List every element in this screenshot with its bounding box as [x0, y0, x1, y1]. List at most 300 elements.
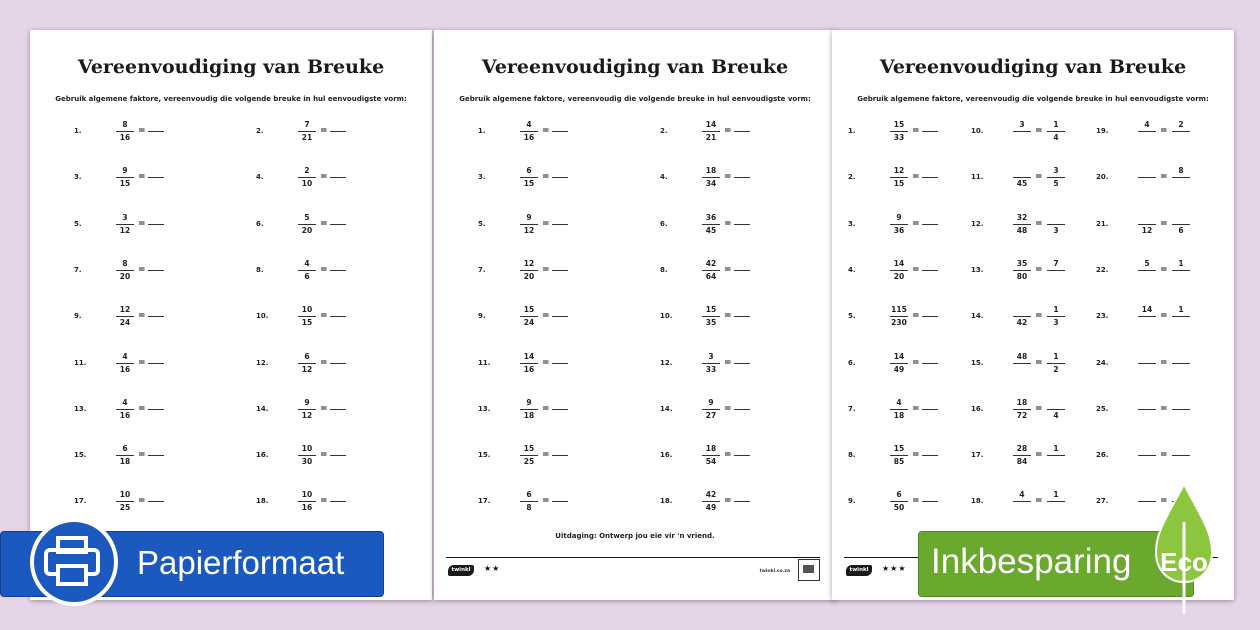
fraction-bar — [1013, 409, 1031, 410]
answer-line[interactable] — [330, 270, 346, 271]
answer-line[interactable] — [148, 131, 164, 132]
numerator: 14 — [1141, 305, 1153, 315]
fraction — [1009, 398, 1035, 421]
denominator — [1168, 365, 1194, 375]
answer-line[interactable] — [734, 270, 750, 271]
answer-line[interactable] — [922, 363, 938, 364]
fraction-bar — [298, 409, 316, 410]
denominator — [1009, 503, 1035, 513]
problem-number: 25. — [1096, 404, 1109, 413]
problem-number: 18. — [971, 497, 984, 506]
denominator — [1168, 272, 1194, 282]
denominator: 54 — [705, 457, 717, 467]
problem-number: 4. — [256, 173, 264, 182]
answer-line[interactable] — [552, 316, 568, 317]
answer-line[interactable] — [148, 270, 164, 271]
equals-sign: = — [1035, 264, 1043, 275]
worksheet-title: Vereenvoudiging van Breuke — [77, 56, 385, 78]
fraction-bar — [1172, 455, 1190, 456]
numerator: 4 — [122, 397, 128, 407]
answer-line[interactable] — [734, 363, 750, 364]
fraction — [1043, 490, 1069, 513]
problem-number: 10. — [660, 312, 673, 321]
fraction-bar — [1047, 501, 1065, 502]
equals-sign: = — [138, 126, 146, 136]
denominator: 18 — [893, 410, 905, 420]
equals-sign: = — [1035, 496, 1043, 507]
numerator: 14 — [893, 258, 905, 268]
denominator — [1168, 179, 1194, 189]
answer-line[interactable] — [148, 409, 164, 410]
fraction-bar — [520, 270, 538, 271]
answer-line[interactable] — [330, 455, 346, 456]
numerator: 8 — [122, 258, 128, 268]
problem-number: 5. — [848, 312, 856, 321]
fraction — [698, 120, 724, 143]
numerator: 12 — [893, 166, 905, 176]
equals-sign: = — [1035, 403, 1043, 414]
denominator: 21 — [705, 133, 717, 142]
denominator: 8 — [526, 503, 532, 513]
equals-sign: = — [912, 357, 920, 368]
paper-size-label: Papierformaat — [137, 544, 345, 581]
problem-number: 21. — [1096, 219, 1109, 228]
fraction — [1134, 213, 1160, 236]
fraction-bar — [298, 224, 316, 225]
fraction-bar — [1013, 501, 1031, 502]
fraction — [1134, 166, 1160, 189]
twinkl-logo: twinkl — [846, 565, 872, 576]
fraction — [294, 444, 320, 467]
equals-sign: = — [1160, 450, 1168, 461]
fraction — [886, 120, 912, 143]
answer-line[interactable] — [922, 224, 938, 225]
answer-line[interactable] — [148, 224, 164, 225]
answer-line[interactable] — [922, 455, 938, 456]
problem-number: 11. — [971, 173, 984, 182]
denominator: 49 — [705, 503, 717, 513]
problem-number: 4. — [660, 173, 668, 182]
equals-sign: = — [1035, 450, 1043, 461]
fraction-bar — [520, 316, 538, 317]
answer-line[interactable] — [922, 177, 938, 178]
fraction-bar — [1013, 270, 1031, 271]
denominator: 20 — [893, 271, 905, 281]
problem-number: 7. — [74, 265, 82, 274]
fraction-bar — [298, 363, 316, 364]
problem-number: 6. — [848, 358, 856, 367]
answer-line[interactable] — [734, 316, 750, 317]
fraction — [1043, 444, 1069, 467]
numerator: 14 — [705, 120, 717, 129]
fraction — [1009, 120, 1035, 143]
answer-line[interactable] — [922, 409, 938, 410]
answer-line[interactable] — [552, 224, 568, 225]
numerator: 4 — [896, 397, 902, 407]
fraction-bar — [1172, 177, 1190, 178]
worksheet-instruction: Gebruik algemene faktore, vereenvoudig die volgende breuke in hul eenvoudigste vorm: — [55, 95, 407, 103]
equals-sign: = — [1160, 496, 1168, 507]
denominator: 42 — [1016, 318, 1028, 328]
fraction — [294, 398, 320, 421]
equals-sign: = — [542, 357, 550, 368]
fraction — [886, 352, 912, 375]
answer-line[interactable] — [148, 177, 164, 178]
equals-sign: = — [724, 126, 732, 136]
numerator: 42 — [705, 258, 717, 268]
fraction-bar — [1047, 455, 1065, 456]
numerator: 7 — [1053, 258, 1059, 268]
problem-number: 16. — [971, 404, 984, 413]
fraction-bar — [890, 501, 908, 502]
fraction — [294, 166, 320, 189]
denominator: 12 — [1141, 225, 1153, 235]
denominator — [1043, 272, 1069, 282]
fraction-bar — [116, 501, 134, 502]
denominator: 15 — [301, 318, 313, 328]
fraction — [1168, 166, 1194, 189]
fraction-bar — [298, 270, 316, 271]
fraction-bar — [1013, 455, 1031, 456]
denominator: 15 — [893, 179, 905, 189]
fraction — [698, 398, 724, 421]
numerator: 18 — [705, 166, 717, 176]
equals-sign: = — [724, 357, 732, 368]
fraction — [112, 352, 138, 375]
denominator: 24 — [523, 318, 535, 328]
fraction-bar — [520, 363, 538, 364]
denominator — [1134, 365, 1160, 375]
fraction — [886, 444, 912, 467]
denominator — [1134, 179, 1160, 189]
equals-sign: = — [542, 496, 550, 507]
answer-line[interactable] — [330, 177, 346, 178]
problem-number: 18. — [660, 497, 673, 506]
fraction — [294, 213, 320, 236]
numerator: 12 — [119, 305, 131, 315]
denominator — [1009, 365, 1035, 375]
fraction — [1009, 259, 1035, 282]
problem-number: 12. — [971, 219, 984, 228]
numerator: 115 — [891, 305, 907, 315]
fraction-bar — [116, 177, 134, 178]
equals-sign: = — [320, 450, 328, 461]
answer-line[interactable] — [148, 501, 164, 502]
fraction-bar — [116, 131, 134, 132]
answer-line[interactable] — [922, 501, 938, 502]
numerator: 4 — [1144, 120, 1150, 129]
fraction-bar — [702, 316, 720, 317]
fraction-bar — [1047, 316, 1065, 317]
equals-sign: = — [724, 403, 732, 414]
fraction — [886, 259, 912, 282]
problem-number: 12. — [256, 358, 269, 367]
fraction — [1168, 120, 1194, 143]
equals-sign: = — [138, 496, 146, 507]
equals-sign: = — [1160, 403, 1168, 414]
equals-sign: = — [1035, 357, 1043, 368]
challenge-text: Uitdaging: Ontwerp jou eie vir 'n vriend. — [555, 532, 715, 540]
fraction — [1134, 120, 1160, 143]
numerator: 7 — [304, 120, 310, 129]
denominator: 6 — [304, 271, 310, 281]
fraction — [1043, 213, 1069, 236]
fraction — [698, 166, 724, 189]
denominator: 4 — [1053, 410, 1059, 420]
fraction-bar — [116, 316, 134, 317]
fraction-bar — [702, 270, 720, 271]
numerator — [1168, 352, 1194, 362]
equals-sign: = — [912, 311, 920, 322]
answer-line[interactable] — [330, 224, 346, 225]
fraction — [1043, 166, 1069, 189]
numerator: 15 — [705, 305, 717, 315]
numerator: 1 — [1178, 258, 1184, 268]
denominator: 10 — [301, 179, 313, 189]
denominator: 16 — [523, 133, 535, 142]
fraction — [1134, 352, 1160, 375]
denominator — [1168, 133, 1194, 143]
fraction-bar — [298, 177, 316, 178]
answer-line[interactable] — [330, 409, 346, 410]
denominator: 49 — [893, 364, 905, 374]
problem-number: 13. — [971, 265, 984, 274]
fraction-bar — [702, 363, 720, 364]
problem-number: 6. — [660, 219, 668, 228]
numerator: 6 — [526, 490, 532, 500]
numerator: 9 — [896, 212, 902, 222]
fraction — [1043, 398, 1069, 421]
equals-sign: = — [138, 403, 146, 414]
equals-sign: = — [1160, 311, 1168, 322]
numerator: 3 — [708, 351, 714, 361]
fraction — [294, 352, 320, 375]
fraction-bar — [890, 316, 908, 317]
fraction-bar — [1047, 409, 1065, 410]
denominator: 33 — [893, 133, 905, 142]
equals-sign: = — [542, 403, 550, 414]
equals-sign: = — [542, 264, 550, 275]
equals-sign: = — [1160, 264, 1168, 275]
denominator: 20 — [119, 271, 131, 281]
fraction — [886, 305, 912, 328]
fraction-bar — [116, 270, 134, 271]
fraction-bar — [298, 455, 316, 456]
answer-line[interactable] — [552, 455, 568, 456]
numerator: 4 — [122, 351, 128, 361]
equals-sign: = — [724, 264, 732, 275]
denominator: 25 — [523, 457, 535, 467]
denominator: 20 — [301, 225, 313, 235]
numerator: 15 — [893, 120, 905, 129]
fraction-bar — [1138, 270, 1156, 271]
denominator: 16 — [119, 364, 131, 374]
numerator — [1043, 213, 1069, 223]
numerator: 2 — [1178, 120, 1184, 129]
numerator: 1 — [1053, 490, 1059, 500]
worksheet-instruction: Gebruik algemene faktore, vereenvoudig die volgende breuke in hul eenvoudigste vorm: — [459, 95, 811, 103]
equals-sign: = — [320, 126, 328, 136]
fraction-bar — [1138, 131, 1156, 132]
problem-number: 19. — [1096, 127, 1109, 135]
fraction — [1134, 259, 1160, 282]
fraction — [886, 398, 912, 421]
fraction — [112, 444, 138, 467]
worksheet-title: Vereenvoudiging van Breuke — [481, 56, 789, 78]
equals-sign: = — [542, 450, 550, 461]
fraction — [1168, 305, 1194, 328]
equals-sign: = — [1160, 218, 1168, 229]
answer-line[interactable] — [552, 270, 568, 271]
answer-line[interactable] — [552, 177, 568, 178]
fraction-bar — [1138, 177, 1156, 178]
numerator: 1 — [1053, 444, 1059, 454]
numerator: 42 — [705, 490, 717, 500]
answer-line[interactable] — [552, 363, 568, 364]
problem-number: 17. — [74, 497, 87, 506]
equals-sign: = — [1035, 126, 1043, 136]
numerator: 9 — [526, 397, 532, 407]
ink-saving-label: Inkbesparing — [931, 542, 1132, 581]
answer-line[interactable] — [734, 224, 750, 225]
denominator: 4 — [1053, 133, 1059, 142]
numerator — [1168, 444, 1194, 454]
numerator: 5 — [1144, 258, 1150, 268]
fraction-bar — [1013, 316, 1031, 317]
printer-icon — [30, 518, 118, 606]
answer-line[interactable] — [330, 501, 346, 502]
numerator: 4 — [526, 120, 532, 129]
denominator: 85 — [893, 457, 905, 467]
answer-line[interactable] — [552, 501, 568, 502]
answer-line[interactable] — [734, 501, 750, 502]
numerator: 14 — [893, 351, 905, 361]
denominator: 25 — [119, 503, 131, 513]
fraction — [886, 213, 912, 236]
answer-line[interactable] — [734, 131, 750, 132]
fraction — [1009, 166, 1035, 189]
numerator: 10 — [301, 490, 313, 500]
numerator: 28 — [1016, 444, 1028, 454]
problem-number: 13. — [74, 404, 87, 413]
answer-line[interactable] — [148, 455, 164, 456]
fraction — [1009, 305, 1035, 328]
fraction — [516, 305, 542, 328]
answer-line[interactable] — [148, 363, 164, 364]
answer-line[interactable] — [734, 455, 750, 456]
problem-number: 12. — [660, 358, 673, 367]
fraction — [516, 490, 542, 513]
denominator — [1134, 318, 1160, 328]
denominator: 3 — [1053, 225, 1059, 235]
problem-number: 2. — [660, 127, 668, 135]
fraction-bar — [1013, 131, 1031, 132]
problem-number: 17. — [478, 497, 491, 506]
fraction — [1009, 490, 1035, 513]
fraction — [516, 352, 542, 375]
fraction-bar — [1172, 409, 1190, 410]
fraction-bar — [1047, 270, 1065, 271]
numerator — [1009, 166, 1035, 176]
fraction-bar — [298, 131, 316, 132]
fraction — [1009, 352, 1035, 375]
answer-line[interactable] — [734, 177, 750, 178]
numerator: 14 — [523, 351, 535, 361]
fraction-bar — [1138, 224, 1156, 225]
denominator: 50 — [893, 503, 905, 513]
numerator: 9 — [526, 212, 532, 222]
denominator — [1009, 133, 1035, 143]
difficulty-stars: ★★★ — [882, 564, 907, 573]
answer-line[interactable] — [734, 409, 750, 410]
denominator: 16 — [301, 503, 313, 513]
answer-line[interactable] — [922, 270, 938, 271]
equals-sign: = — [724, 218, 732, 229]
numerator: 10 — [119, 490, 131, 500]
fraction-bar — [520, 501, 538, 502]
fraction — [698, 490, 724, 513]
numerator: 1 — [1053, 305, 1059, 315]
answer-line[interactable] — [330, 316, 346, 317]
denominator: 30 — [301, 457, 313, 467]
problem-number: 16. — [660, 451, 673, 460]
answer-line[interactable] — [922, 316, 938, 317]
problem-number: 15. — [74, 451, 87, 460]
denominator — [1168, 411, 1194, 421]
fraction-bar — [1138, 363, 1156, 364]
problem-number: 20. — [1096, 173, 1109, 182]
answer-line[interactable] — [552, 131, 568, 132]
equals-sign: = — [1035, 172, 1043, 183]
answer-line[interactable] — [552, 409, 568, 410]
fraction-bar — [116, 455, 134, 456]
fraction-bar — [1047, 363, 1065, 364]
fraction — [516, 444, 542, 467]
problem-number: 22. — [1096, 265, 1109, 274]
equals-sign: = — [320, 357, 328, 368]
numerator: 1 — [1053, 120, 1059, 129]
answer-line[interactable] — [148, 316, 164, 317]
problem-number: 10. — [256, 312, 269, 321]
answer-line[interactable] — [330, 363, 346, 364]
denominator — [1043, 503, 1069, 513]
fraction-bar — [298, 316, 316, 317]
fraction — [294, 490, 320, 513]
denominator: 36 — [893, 225, 905, 235]
numerator: 6 — [122, 444, 128, 454]
denominator: 24 — [119, 318, 131, 328]
difficulty-stars: ★★ — [484, 564, 501, 573]
fraction-bar — [1172, 131, 1190, 132]
equals-sign: = — [320, 496, 328, 507]
fraction-bar — [890, 224, 908, 225]
fraction — [1168, 398, 1194, 421]
equals-sign: = — [912, 264, 920, 275]
numerator — [1043, 398, 1069, 408]
equals-sign: = — [138, 172, 146, 183]
answer-line[interactable] — [330, 131, 346, 132]
numerator: 8 — [1178, 166, 1184, 176]
fraction — [516, 259, 542, 282]
fraction — [1134, 305, 1160, 328]
numerator — [1134, 166, 1160, 176]
worksheet-2 — [434, 30, 836, 600]
denominator: 15 — [119, 179, 131, 189]
answer-line[interactable] — [922, 131, 938, 132]
fraction — [294, 305, 320, 328]
numerator: 36 — [705, 212, 717, 222]
equals-sign: = — [542, 126, 550, 136]
